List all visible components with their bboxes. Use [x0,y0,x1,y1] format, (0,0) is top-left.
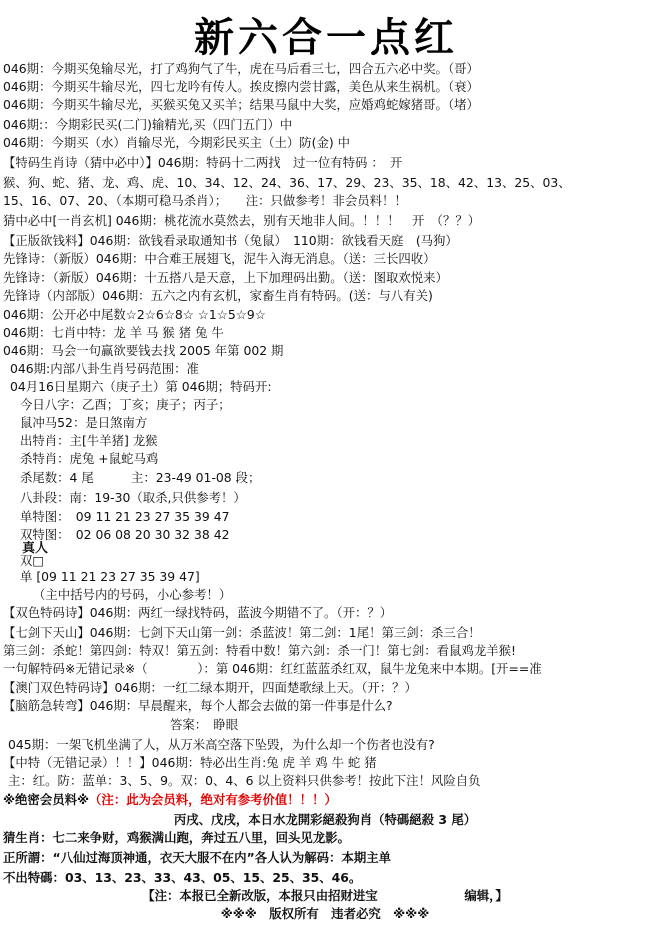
two-color-poem-line: 【双色特码诗】046期：两红一绿找特码，蓝波今期错不了。（开：？） [3,605,393,620]
macau-poem-line: 【澳门双色特码诗】046期：一红二绿本期开，四面楚歌绿上天。（开：？） [3,680,417,695]
member-label: ※绝密会员料※ [3,792,90,807]
copyright-line: ※※※ 版权所有 违者必究 ※※※ [220,906,430,921]
member-note: （注：此为会员料，绝对有参考价值！！！） [89,792,337,807]
out-zodiac-line: 出特肖：主[牛羊猪] 龙猴 [20,433,158,448]
forecast-line-5: 046期：今期买（水）肖输尽光，今期彩民买主（土）防(金) 中 [3,135,351,150]
riddle-045-line: 045期：一架飞机坐满了人，从万米高空落下坠毁，为什么却一个伤者也没有? [8,737,435,752]
brain-teaser-line: 【脑筋急转弯】046期：早晨醒来，每个人都会去做的第一件事是什么? [3,698,393,713]
forecast-line-1: 046期：今期买兔输尽光，打了鸡狗气了牛，虎在马后看三七，四合五六必中奖。（哥） [3,61,479,76]
date-line: 04月16日星期六（庚子土）第 046期；特码开: [10,379,272,394]
forecast-line-2: 046期：今期买牛输尽光，四七龙吟有传人。挨皮擦内尝甘露，美色从来生祸机。（衰） [3,79,479,94]
answer-line: 答案： 睁眼 [170,717,239,732]
no-special-numbers-line: 不出特碼：03、13、23、33、43、05、15、25、35、46。 [3,870,362,885]
seven-zodiac-line: 046期：七肖中特：龙 羊 马 猴 猪 兔 牛 [3,325,224,340]
real-person-label: 真人 [22,541,49,556]
bazi-line: 今日八字：乙酉；丁亥；庚子；丙子； [20,397,231,412]
kill-zodiac-line: 杀特肖：虎兔 +鼠蛇马鸡 [20,451,159,466]
single-bracket-line: 单 [09 11 21 23 27 35 39 47] [20,569,200,584]
kill-tail-line: 杀尾数：4 尾 主：23-49 01-08 段； [20,470,261,485]
pioneer-poem-line-1: 先锋诗：（新版）046期：中合难王展翅飞，泥牛入海无消息。（送：三长四收） [3,251,436,266]
one-zodiac-line: 猜中必中[一肖玄机] 046期：桃花流水莫然去，别有天地非人间。！！！ 开 （？？） [3,213,481,228]
clash-line: 鼠冲马52：是日煞南方 [20,415,148,430]
bagua-segment-line: 八卦段：南：19-30（取杀,只供参考！） [20,490,246,505]
pioneer-poem-line-3: 先锋诗（内部版）046期：五六之内有玄机，家畜生肖有特码。(送：与八有关) [3,288,433,303]
seven-swords-line-2: 第三剑：杀蛇！第四剑：特双！第五剑：特看中数！第六剑：杀一门！第七剑：看鼠鸡龙羊猴! [3,643,516,658]
tail-numbers-line: 046期：公开必中尾数☆2☆6☆8☆ ☆1☆5☆9☆ [3,307,266,322]
double-mark-line: 双□ [20,553,45,568]
bracket-note-line: （主中括号内的号码，小心参考！） [33,587,232,602]
member-row [3,792,337,808]
one-phrase-line: 一句解特码※无错记录※（ ）：第 046期：红红蓝蓝杀红双，鼠牛龙兔来中本期。[开==准 [3,661,542,676]
single-chart-line: 单特图： 09 11 21 23 27 35 39 47 [20,509,230,524]
forecast-line-3: 046期：今期买牛输尽光，买猴买兔又买羊；结果马鼠中大奖，应婚鸡蛇嫁猪哥。（堵） [3,97,479,112]
poem-numbers-line-1: 猴、狗、蛇、猪、龙、鸡、虎、10、34、12、24、36、17、29、23、35、18、42、13、25、03、 [3,175,571,190]
poem-header-line: 【特码生肖诗（猜中必中）】046期：特码十二两找 过一位有特码 ： 开 [3,155,403,170]
money-clue-line: 【正版欲钱料】046期：欲钱看录取通知书（兔鼠） 110期：欲钱看天庭 (马狗） [3,233,458,248]
bagua-range-line: 046期:内部八卦生肖号码范围：准 [10,361,199,376]
page-title: 新六合一点红 [194,14,458,61]
pioneer-poem-line-2: 先锋诗：（新版）046期：十五搭八是天意，上下加理码出勤。（送：图取欢悦来） [3,270,448,285]
footer-note-line: 【注：本报已全新改版，本报只由招财进宝 编辑，】 [142,888,508,903]
color-main-line: 主：红。防：蓝单：3、5、9。双：0、4、6 以上资料只供参考！按此下注！风险自负 [8,773,481,788]
jockey-club-line: 046期：马会一句赢欲要钱去找 2005 年第 002 期 [3,343,284,358]
guess-zodiac-line: 猜生肖：七二来争财，鸡猴满山跑，奔过五八里，回头见龙影。 [3,830,350,845]
saying-line: 正所謂：“八仙过海顶神通，衣天大服不在内”各人认为解码：本期主单 [3,850,392,865]
seven-swords-line-1: 【七剑下天山】046期：七剑下天山第一剑：杀蓝波！第二剑：1尾！第三剑：杀三合！ [3,625,481,640]
special-zodiac-line: 【中特（无错记录）！！】046期：特必出生肖:兔 虎 羊 鸡 牛 蛇 猪 [3,755,377,770]
double-chart-line: 双特图： 02 06 08 20 30 32 38 42 [20,527,230,542]
forecast-line-4: 046期:：今期彩民买(二门)输精光,买（四门五门）中 [3,117,293,132]
kill-dog-line: 丙戌、戊戌，本日水龙開彩絕殺狗肖（特碼絕殺 3 尾） [173,812,477,827]
poem-numbers-line-2: 15、16、07、20、（本期可稳马杀肖）； 注：只做参考！非会员料！！ [3,193,407,208]
